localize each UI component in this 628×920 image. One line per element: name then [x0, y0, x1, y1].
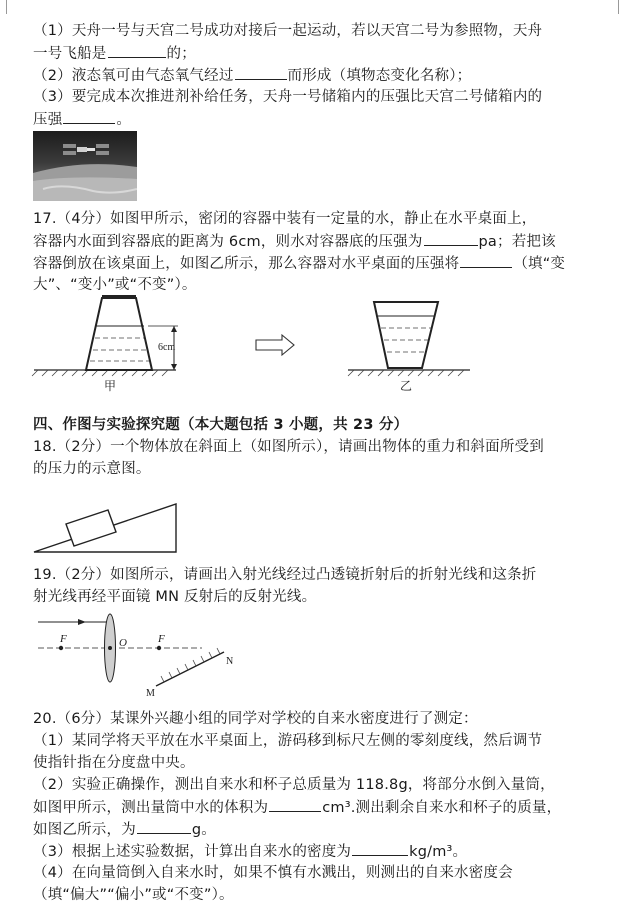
q20-line9: （填“偏大”“偏小”或“不变”）。 — [33, 887, 234, 903]
q16-part1-line2 — [33, 42, 196, 65]
focus-point — [59, 646, 63, 650]
text: g。 — [191, 822, 217, 838]
incline-figure — [30, 484, 180, 556]
answer-blank — [108, 42, 166, 58]
q17-line4: 大”、“变小”或“不变”）。 — [33, 277, 197, 293]
text: 压强 — [33, 112, 63, 128]
inverted-container — [348, 302, 470, 376]
answer-blank — [63, 108, 115, 124]
q18-line1: 18.（2分）一个物体放在斜面上（如图所示），请画出物体的重力和斜面所受到 — [33, 439, 544, 455]
text: （2）液态氧可由气态氧气经过 — [33, 68, 234, 84]
upright-container — [32, 296, 178, 376]
q17-line2 — [33, 230, 556, 253]
ray-arrow-icon — [78, 619, 86, 625]
focus-label-left: F — [60, 633, 67, 645]
q20-line5 — [33, 796, 561, 819]
page-corner-mark — [6, 0, 7, 14]
q17-line1: 17.（4分）如图甲所示，密闭的容器中装有一定量的水，静止在水平桌面上， — [33, 211, 537, 227]
q16-part3-line2 — [33, 108, 131, 131]
answer-blank — [424, 230, 478, 246]
answer-blank — [235, 64, 287, 80]
text: 一号飞船是 — [33, 46, 107, 62]
answer-blank — [460, 252, 512, 268]
text: 如图甲所示，测出量筒中水的体积为 — [33, 800, 269, 816]
center-label: O — [119, 637, 127, 649]
text: pa；若把该 — [478, 234, 556, 250]
section-heading: 四、作图与实验探究题（本大题包括 3 小题，共 23 分） — [33, 417, 409, 433]
q20-line4: （2）实验正确操作，测出自来水和杯子总质量为 118.8g，将部分水倒入量筒， — [33, 777, 555, 793]
page-corner-mark — [618, 0, 619, 14]
lens-mirror-figure — [30, 606, 250, 702]
block-on-incline — [66, 510, 116, 546]
figure-label-b: 乙 — [400, 379, 413, 393]
figure-label-a: 甲 — [104, 379, 117, 393]
q18-line2: 的压力的示意图。 — [33, 461, 151, 477]
depth-label: 6cm — [158, 342, 176, 353]
answer-blank — [352, 840, 408, 856]
mirror-label-n: N — [226, 656, 234, 667]
plane-mirror-mn — [156, 652, 224, 686]
container-figure — [30, 294, 480, 394]
text: （填“变 — [513, 256, 566, 272]
text: 如图乙所示，为 — [33, 822, 136, 838]
q20-line2: （1）某同学将天平放在水平桌面上，游码移到标尺左侧的零刻度线，然后调节 — [33, 733, 543, 749]
text: cm³.测出剩余自来水和杯子的质量， — [322, 800, 562, 816]
text: kg/m³。 — [409, 844, 468, 860]
q17-line3 — [33, 252, 565, 275]
answer-blank — [269, 796, 321, 812]
optical-center — [108, 646, 112, 650]
q20-line8: （4）在向量筒倒入自来水时，如果不慎有水溅出，则测出的自来水密度会 — [33, 865, 513, 881]
q20-line7 — [33, 840, 467, 863]
text: 而形成（填物态变化名称）； — [287, 68, 472, 84]
mirror-label-m: M — [146, 688, 155, 699]
text: 容器内水面到容器底的距离为 6cm，则水对容器底的压强为 — [33, 234, 423, 250]
q19-line2: 射光线再经平面镜 MN 反射后的反射光线。 — [33, 589, 317, 605]
space-station-photo — [33, 131, 137, 201]
q16-part2 — [33, 64, 471, 87]
q20-line3: 使指针指在分度盘中央。 — [33, 755, 195, 771]
text: 。 — [116, 112, 132, 128]
focus-label-right: F — [158, 633, 165, 645]
focus-point — [157, 646, 161, 650]
q16-part3-line1: （3）要完成本次推进剂补给任务，天舟一号储箱内的压强比天宫二号储箱内的 — [33, 89, 543, 105]
q20-line1: 20.（6分）某课外兴趣小组的同学对学校的自来水密度进行了测定： — [33, 711, 478, 727]
q16-part1-line1: （1）天舟一号与天宫二号成功对接后一起运动，若以天宫二号为参照物，天舟 — [33, 23, 543, 39]
q19-line1: 19.（2分）如图所示，请画出入射光线经过凸透镜折射后的折射光线和这条折 — [33, 567, 537, 583]
text: 的； — [166, 46, 196, 62]
right-arrow-icon — [256, 335, 294, 355]
answer-blank — [137, 818, 191, 834]
text: （3）根据上述实验数据，计算出自来水的密度为 — [33, 844, 352, 860]
text: 容器倒放在该桌面上，如图乙所示，那么容器对水平桌面的压强将 — [33, 256, 460, 272]
q20-line6 — [33, 818, 216, 841]
